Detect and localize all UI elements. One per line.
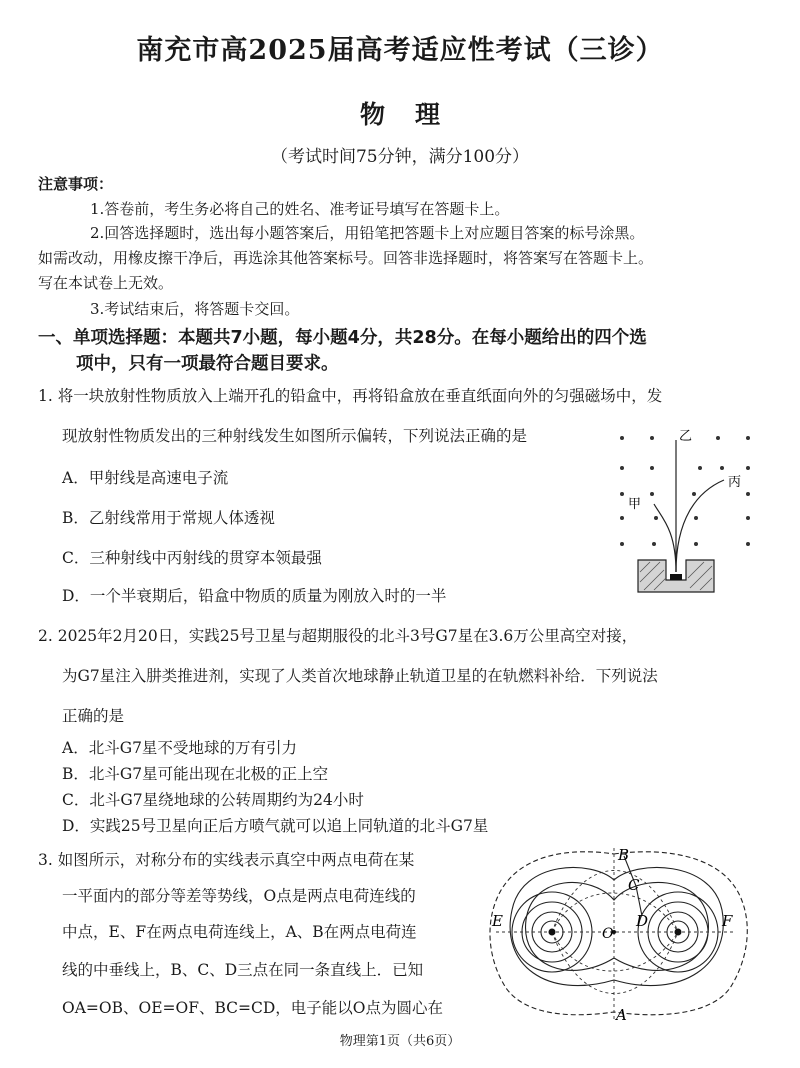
radioactive-sample — [670, 574, 682, 580]
label-b: B — [618, 846, 630, 864]
notice-heading: 注意事项： — [38, 175, 114, 193]
q2-option-b: B．北斗G7星可能出现在北极的正上空 — [62, 765, 329, 783]
q2-option-c: C．北斗G7星绕地球的公转周期约为24小时 — [62, 791, 364, 809]
contour-peanut-inner — [526, 882, 709, 970]
q1-option-b: B．乙射线常用于常规人体透视 — [62, 509, 275, 527]
notice-line-1: 1.答卷前，考生务必将自己的姓名、准考证号填写在答题卡上。 — [90, 200, 510, 218]
notice-line-2c: 写在本试卷上无效。 — [38, 274, 174, 292]
charge-right — [675, 929, 682, 936]
label-d: D — [636, 912, 649, 930]
q1-option-c: C．三种射线中丙射线的贯穿本领最强 — [62, 549, 322, 567]
q2-stem-line-2: 为G7星注入肼类推进剂，实现了人类首次地球静止轨道卫星的在轨燃料补给．下列说法 — [62, 667, 658, 685]
notice-line-3: 3.考试结束后，将答题卡交回。 — [90, 300, 300, 318]
field-line-4 — [552, 932, 678, 994]
track-bing — [676, 480, 724, 572]
q3-equipotential-figure — [486, 840, 750, 1025]
q2-option-d: D．实践25号卫星向正后方喷气就可以追上同轨道的北斗G7星 — [62, 817, 489, 835]
charge-left — [549, 929, 556, 936]
magnetic-field-dots — [620, 436, 750, 546]
q1-option-d: D．一个半衰期后，铅盒中物质的质量为刚放入时的一半 — [62, 587, 447, 605]
radiation-tracks — [654, 440, 724, 572]
q3-stem-line-1: 3. 如图所示，对称分布的实线表示真空中两点电荷在某 — [38, 851, 415, 869]
label-yi: 乙 — [679, 429, 693, 444]
q1-stem-line-1: 1. 将一块放射性物质放入上端开孔的铅盒中，再将铅盒放在垂直纸面向外的匀强磁场中，发 — [38, 387, 663, 405]
q2-stem-line-1: 2. 2025年2月20日，实践25号卫星与超期服役的北斗3号G7星在3.6万公里高空对接， — [38, 627, 638, 645]
exam-title: 南充市高2025届高考适应性考试（三诊） — [136, 35, 664, 66]
label-bing: 丙 — [728, 475, 742, 490]
exam-info: （考试时间75分钟，满分100分） — [270, 147, 530, 167]
section-heading-line-1: 一、单项选择题：本题共7小题，每小题4分，共28分。在每小题给出的四个选 — [38, 328, 647, 348]
equipotential-lines — [490, 852, 747, 1015]
q1-stem-line-2: 现放射性物质发出的三种射线发生如图所示偏转，下列说法正确的是 — [62, 427, 528, 445]
label-a: A — [616, 1006, 627, 1024]
page-footer: 物理第1页（共6页） — [339, 1034, 461, 1049]
subject-title: 物理 — [359, 100, 470, 129]
section-heading-line-2: 项中，只有一项最符合题目要求。 — [76, 354, 339, 374]
q1-option-a: A．甲射线是高速电子流 — [62, 469, 229, 487]
notice-line-2b: 如需改动，用橡皮擦干净后，再选涂其他答案标号。回答非选择题时，将答案写在答题卡上。 — [38, 249, 654, 267]
q3-stem-line-4: 线的中垂线上，B、C、D三点在同一条直线上．已知 — [62, 961, 424, 979]
q1-radiation-figure — [600, 420, 770, 600]
q2-option-a: A．北斗G7星不受地球的万有引力 — [62, 739, 297, 757]
label-c: C — [628, 876, 640, 894]
q3-stem-line-3: 中点，E、F在两点电荷连线上，A、B在两点电荷连 — [62, 923, 417, 941]
label-o: O — [602, 926, 614, 942]
label-jia: 甲 — [628, 497, 642, 512]
notice-line-2a: 2.回答选择题时，选出每小题答案后，用铅笔把答题卡上对应题目答案的标号涂黑。 — [90, 224, 645, 242]
q2-stem-line-3: 正确的是 — [62, 707, 125, 725]
q3-stem-line-2: 一平面内的部分等差等势线，O点是两点电荷连线的 — [62, 887, 416, 905]
label-e: E — [492, 912, 503, 930]
q3-stem-line-5: OA=OB、OE=OF、BC=CD，电子能以O点为圆心在 — [62, 999, 443, 1017]
label-f: F — [722, 912, 733, 930]
